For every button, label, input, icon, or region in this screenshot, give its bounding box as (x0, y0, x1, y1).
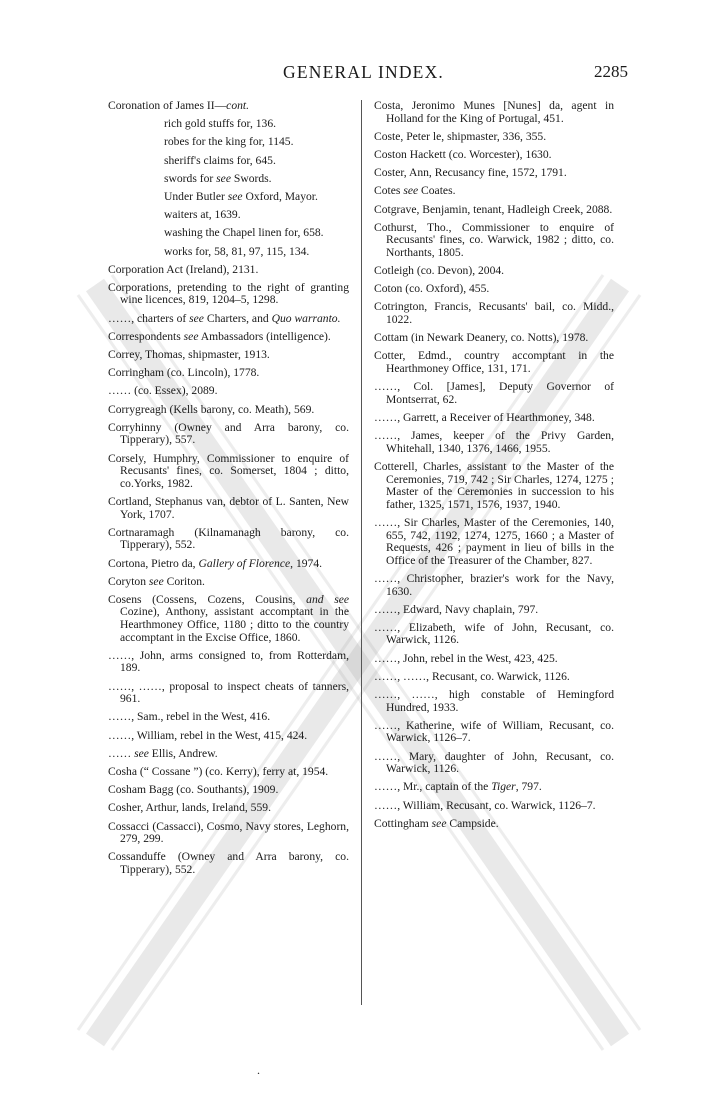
index-entry: Corporations, pretending to the right of granting wine licences, 819, 1204–5, 1298. (108, 280, 349, 307)
index-entry: Correspondents see Ambassadors (intelligence). (108, 329, 331, 343)
index-entry: Corsely, Humphry, Commissioner to enquire of Recusants' fines, co. Somerset, 1804 ; ditto, co.Yorks, 1982. (108, 451, 349, 490)
index-entry: Coton (co. Oxford), 455. (374, 282, 490, 296)
index-entry: ……, William, rebel in the West, 415, 424. (108, 728, 308, 742)
index-entry: ……, Mary, daughter of John, Recusant, co. Warwick, 1126. (374, 749, 614, 776)
index-subentry: washing the Chapel linen for, 658. (164, 226, 324, 240)
index-entry: Cortona, Pietro da, Gallery of Florence, 1974. (108, 556, 323, 570)
index-entry: ……, Garrett, a Receiver of Hearthmoney, 348. (374, 411, 595, 424)
index-entry: Cotgrave, Benjamin, tenant, Hadleigh Creek, 2088. (374, 202, 613, 216)
index-entry: Corringham (co. Lincoln), 1778. (108, 366, 260, 380)
index-entry: Cotes see Coates. (374, 184, 456, 198)
index-subentry: Under Butler see Oxford, Mayor. (164, 189, 318, 203)
page-number: 2285 (594, 62, 628, 81)
index-entry: Cossanduffe (Owney and Arra barony, co. Tipperary), 552. (108, 850, 349, 876)
index-entry: Coste, Peter le, shipmaster, 336, 355. (374, 129, 547, 143)
index-entry: ……, Mr., captain of the Tiger, 797. (374, 780, 542, 794)
index-entry: ……, John, arms consigned to, from Rotterdam, 189. (108, 648, 349, 675)
index-entry: Corrygreagh (Kells barony, co. Meath), 569. (108, 402, 315, 416)
index-entry: Cottam (in Newark Deanery, co. Notts), 1978. (374, 331, 589, 345)
index-entry: ……, Katherine, wife of William, Recusant, co. Warwick, 1126–7. (374, 718, 614, 745)
index-entry: Corporation Act (Ireland), 2131. (108, 262, 259, 276)
index-entry: Cotleigh (co. Devon), 2004. (374, 264, 505, 278)
index-entry: ……, John, rebel in the West, 423, 425. (374, 651, 558, 665)
left-index-column (108, 100, 349, 882)
index-subentry: waiters at, 1639. (164, 208, 241, 222)
index-entry: Cortnaramagh (Kilnamanagh barony, co. Tipperary), 552. (108, 525, 349, 552)
index-entry: ……, William, Recusant, co. Warwick, 1126–7. (374, 798, 596, 812)
index-entry: ……, ……, Recusant, co. Warwick, 1126. (374, 669, 570, 683)
index-subentry: robes for the king for, 1145. (164, 135, 294, 149)
index-entry: Cotterell, Charles, assistant to the Master of the Ceremonies, 719, 742 ; Sir Charles, 1274, 1275 ; Master of the Ceremonies in succession to his father, 1325, 1571, 1576, 1937, 1940. (374, 459, 614, 511)
index-entry: ……, Col. [James], Deputy Governor of Montserrat, 62. (374, 380, 614, 406)
index-entry: …… (co. Essex), 2089. (108, 384, 218, 398)
index-entry: Coronation of James II—cont. (108, 99, 250, 112)
index-entry: ……, Edward, Navy chaplain, 797. (374, 602, 539, 616)
index-entry: Cottingham see Campside. (374, 816, 499, 830)
index-entry: …… see Ellis, Andrew. (108, 746, 218, 760)
index-entry: Coster, Ann, Recusancy fine, 1572, 1791. (374, 166, 567, 180)
index-entry: ……, Sir Charles, Master of the Ceremonies, 140, 655, 742, 1192, 1274, 1275, 1660 ; a Master of Requests, 426 ; payment in lieu of bills in the Office of the Treasurer of the Chamber, 827. (374, 515, 614, 567)
index-entry: ……, charters of see Charters, and Quo warranto. (108, 311, 341, 325)
index-entry: Cosens (Cossens, Cozens, Cousins, and see Cozine), Anthony, assistant accomptant in the Hearthmoney Office, 1180 ; ditto to the country accomptant in the Excise Office, 1860. (108, 592, 349, 644)
index-entry: ……, James, keeper of the Privy Garden, Whitehall, 1340, 1376, 1466, 1955. (374, 429, 614, 455)
index-entry: Correy, Thomas, shipmaster, 1913. (108, 348, 270, 362)
index-entry: Cossacci (Cassacci), Cosmo, Navy stores, Leghorn, 279, 299. (108, 819, 349, 846)
index-subentry: works for, 58, 81, 97, 115, 134. (164, 244, 310, 258)
index-subentry: rich gold stuffs for, 136. (164, 117, 277, 131)
index-entry: Cortland, Stephanus van, debtor of L. Santen, New York, 1707. (108, 494, 349, 521)
running-title: GENERAL INDEX. (283, 62, 444, 82)
column-divider (361, 100, 362, 1005)
footer-mark: . (257, 1063, 260, 1077)
right-index-column (374, 100, 614, 836)
index-entry: ……, Sam., rebel in the West, 416. (108, 710, 271, 724)
index-entry: ……, Christopher, brazier's work for the Navy, 1630. (374, 571, 614, 598)
index-subentry: swords for see Swords. (164, 171, 272, 185)
index-entry: Cosha (“ Cossane ”) (co. Kerry), ferry at, 1954. (108, 764, 329, 778)
index-subentry: sheriff's claims for, 645. (164, 153, 276, 167)
index-entry: Cosher, Arthur, lands, Ireland, 559. (108, 801, 271, 815)
index-entry: ……, ……, proposal to inspect cheats of tanners, 961. (108, 679, 349, 706)
index-entry: Cothurst, Tho., Commissioner to enquire of Recusants' fines, co. Warwick, 1982 ; ditto, co. Northants, 1805. (374, 220, 614, 259)
index-entry: Corryhinny (Owney and Arra barony, co. Tipperary), 557. (108, 420, 349, 447)
index-entry: Cotter, Edmd., country accomptant in the Hearthmoney Office, 131, 171. (374, 349, 614, 376)
index-entry: ……, ……, high constable of Hemingford Hundred, 1933. (374, 688, 614, 714)
index-entry: ……, Elizabeth, wife of John, Recusant, co. Warwick, 1126. (374, 620, 614, 647)
index-entry: Cosham Bagg (co. Southants), 1909. (108, 783, 279, 797)
page-header (108, 62, 628, 86)
index-entry: Coryton see Coriton. (108, 574, 205, 588)
index-entry: Coston Hackett (co. Worcester), 1630. (374, 147, 552, 161)
index-entry: Costa, Jeronimo Munes [Nunes] da, agent in Holland for the King of Portugal, 451. (374, 99, 614, 125)
index-entry: Cotrington, Francis, Recusants' bail, co. Midd., 1022. (374, 300, 614, 327)
